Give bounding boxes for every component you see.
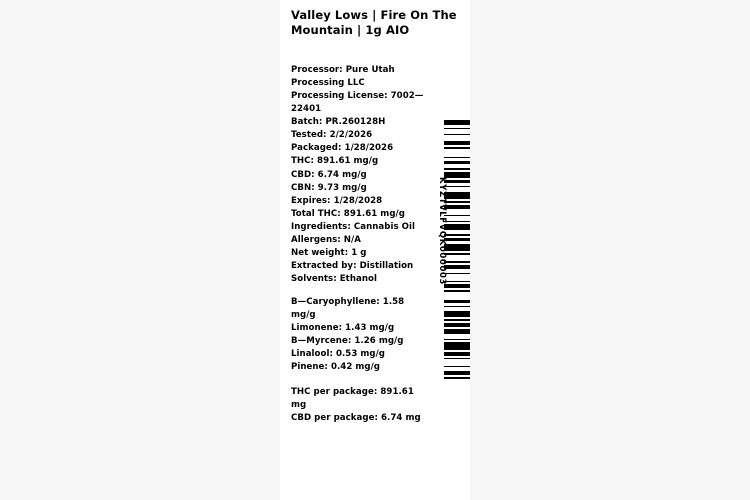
barcode — [430, 120, 470, 385]
info-line: B—Myrcene: 1.26 mg/g — [291, 336, 404, 347]
info-line: Allergens: N/A — [291, 234, 361, 245]
barcode-bar — [444, 323, 470, 326]
barcode-bar — [444, 234, 470, 236]
barcode-bar — [444, 339, 470, 341]
barcode-bar — [444, 221, 470, 223]
barcode-bar — [444, 172, 470, 177]
barcode-bar — [444, 244, 470, 251]
info-line: Pinene: 0.42 mg/g — [291, 362, 381, 373]
barcode-bar — [444, 192, 470, 199]
barcode-bar — [444, 319, 470, 321]
barcode-bar — [444, 186, 470, 188]
barcode-bar — [444, 147, 470, 149]
info-line: Extracted by: Distillation — [291, 260, 414, 271]
barcode-bar — [444, 265, 470, 268]
barcode-bar — [444, 180, 470, 183]
barcode-bar — [444, 120, 470, 125]
info-line: Linalool: 0.53 mg/g — [291, 349, 386, 360]
barcode-bar — [444, 281, 470, 283]
info-line: Expires: 1/28/2028 — [291, 195, 383, 206]
barcode-bars — [444, 120, 470, 385]
package-totals-block — [291, 386, 431, 425]
barcode-bar — [444, 329, 470, 334]
barcode-bar — [444, 311, 470, 316]
info-line: Batch: PR.260128H — [291, 117, 386, 128]
info-line: Solvents: Ethanol — [291, 274, 377, 284]
barcode-bar — [444, 261, 470, 263]
info-line: Tested: 2/2/2026 — [291, 130, 373, 141]
info-line: CBD: 6.74 mg/g — [291, 169, 367, 180]
barcode-bar — [444, 290, 470, 292]
info-line: Processor: Pure Utah Processing LLC — [291, 65, 398, 89]
barcode-bar — [444, 215, 470, 217]
barcode-bar — [444, 224, 470, 229]
barcode-bar — [444, 168, 470, 170]
info-line: Packaged: 1/28/2026 — [291, 143, 394, 154]
info-line: Net weight: 1 g — [291, 247, 367, 258]
barcode-bar — [444, 253, 470, 255]
info-line: THC per package: 891.61 mg — [291, 387, 417, 411]
barcode-bar — [444, 205, 470, 208]
barcode-bar — [444, 161, 470, 164]
info-line: Limonene: 1.43 mg/g — [291, 323, 395, 334]
main-info-block — [291, 64, 431, 286]
info-line: THC: 891.61 mg/g — [291, 156, 379, 167]
barcode-bar — [444, 141, 470, 144]
barcode-bar — [444, 358, 470, 360]
barcode-bar — [444, 128, 470, 130]
barcode-value: KYZTVLFVQK000003 — [437, 177, 447, 285]
info-line: CBN: 9.73 mg/g — [291, 182, 367, 193]
info-line: Ingredients: Cannabis Oil — [291, 221, 416, 232]
barcode-bar — [444, 306, 470, 308]
info-line: Total THC: 891.61 mg/g — [291, 208, 405, 219]
product-title: Valley Lows | Fire On The Mountain | 1g AIO — [291, 8, 457, 38]
info-line: B—Caryophyllene: 1.58 mg/g — [291, 297, 408, 321]
barcode-bar — [444, 201, 470, 203]
barcode-bar — [444, 273, 470, 275]
barcode-bar — [444, 284, 470, 287]
barcode-bar — [444, 238, 470, 241]
barcode-bar — [444, 377, 470, 379]
barcode-bar — [444, 352, 470, 355]
barcode-bar — [444, 366, 470, 368]
terpene-info-block — [291, 296, 431, 374]
barcode-bar — [444, 134, 470, 136]
info-line: Processing License: 7002—22401 — [291, 91, 424, 115]
info-line: CBD per package: 6.74 mg — [291, 413, 421, 424]
barcode-bar — [444, 371, 470, 374]
barcode-bar — [444, 300, 470, 303]
barcode-bar — [444, 342, 470, 349]
barcode-bar — [444, 157, 470, 159]
